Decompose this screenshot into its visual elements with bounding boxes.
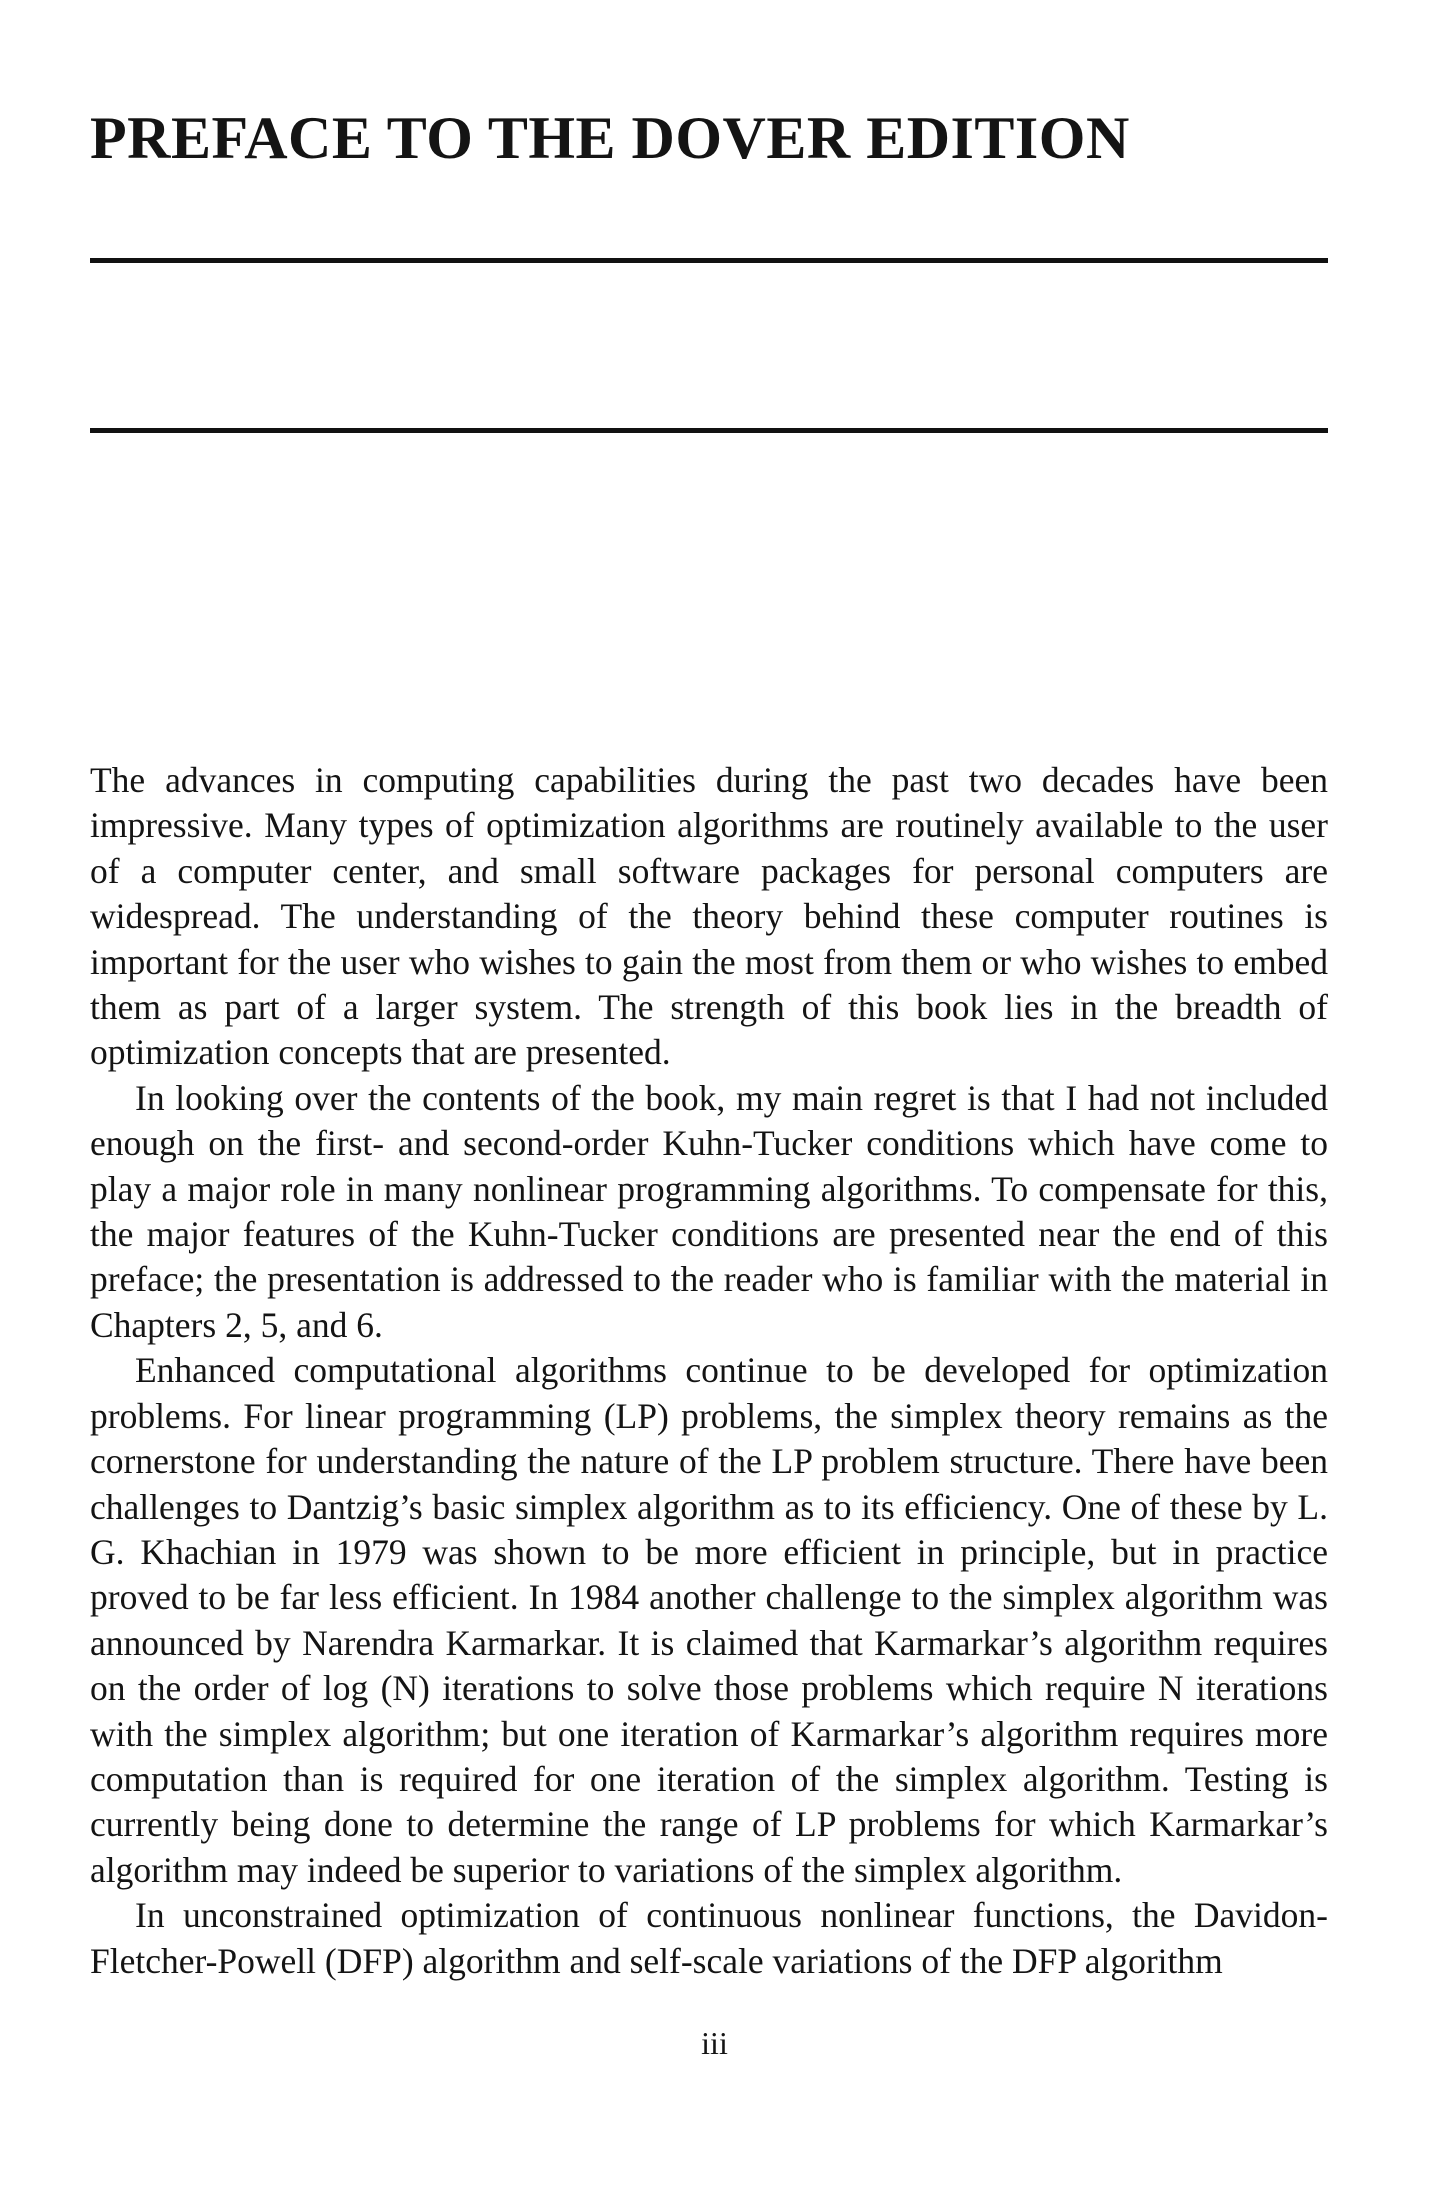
page-title: PREFACE TO THE DOVER EDITION xyxy=(90,105,1130,171)
title-rule-top xyxy=(90,258,1328,263)
preface-body xyxy=(90,758,1328,1984)
paragraph-kuhn-tucker: In looking over the contents of the book, my main regret is that I had not included enough on the first- and second-order Kuhn-Tucker conditions which have come to play a major role in many nonlinear programming algorithms. To compensate for this, the major features of the Kuhn-Tucker conditions are presented near the end of this preface; the presentation is addressed to the reader who is familiar with the material in Chapters 2, 5, and 6. xyxy=(90,1077,1328,1345)
paragraph-intro: The advances in computing capabilities during the past two decades have been impressive. Many types of optimization algorithms are routinely available to the user of a computer center, and small software packages for personal computers are widespread. The understanding of the theory behind these computer routines is important for the user who wishes to gain the most from them or who wishes to embed them as part of a larger system. The strength of this book lies in the breadth of optimization concepts that are presented. xyxy=(90,760,1328,1073)
title-rule-bottom xyxy=(90,428,1328,433)
page-number: iii xyxy=(701,2025,728,2061)
paragraph-linear-programming: Enhanced computational algorithms continue to be developed for optimization problems. For linear programming (LP) problems, the simplex theory remains as the cornerstone for understanding the nature of the LP problem structure. There have been challenges to Dantzig’s basic simplex algorithm as to its efficiency. One of these by L. G. Khachian in 1979 was shown to be more efficient in principle, but in practice proved to be far less efficient. In 1984 another challenge to the simplex algorithm was announced by Narendra Karmarkar. It is claimed that Karmarkar’s algorithm requires on the order of log (N) iterations to solve those problems which require N iterations with the simplex algorithm; but one iteration of Karmarkar’s algorithm requires more computation than is required for one iteration of the simplex algorithm. Testing is currently being done to determine the range of LP problems for which Karmarkar’s algorithm may indeed be superior to variations of the simplex algorithm. xyxy=(90,1350,1328,1890)
paragraph-unconstrained-optimization: In unconstrained optimization of continuous nonlinear functions, the Davidon-Fletcher-Powell (DFP) algorithm and self-scale variations of the DFP algorithm xyxy=(90,1895,1328,1981)
